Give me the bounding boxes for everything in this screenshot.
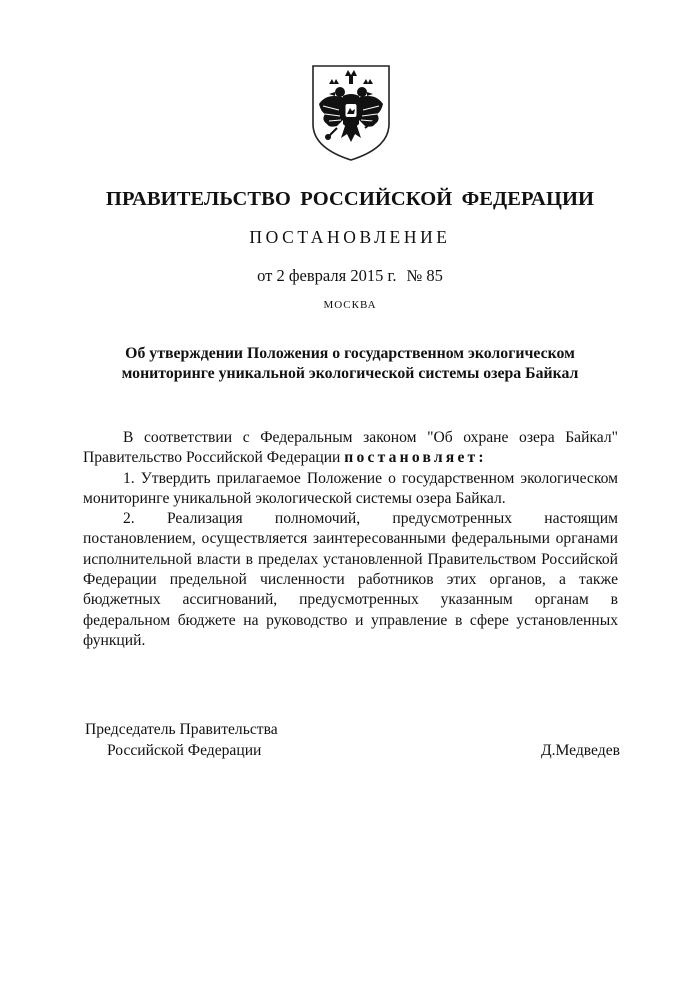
document-type: ПОСТАНОВЛЕНИЕ: [249, 227, 451, 247]
item-2: 2. Реализация полномочий, предусмотренных настоящим постановлением, осуществляется заинтересованными федеральными органами исполнительной власти в пределах установленной Правительством Российской Федерации предельной численности работников этих органов, а также бюджетных ассигнований, предусмотренных указанным органам в федеральном бюджете на руководство и управление в сфере установленных функций.: [83, 510, 618, 649]
org-title: ПРАВИТЕЛЬСТВО РОССИЙСКОЙ ФЕДЕРАЦИИ: [105, 188, 595, 210]
document-body: [83, 428, 618, 651]
intro-paragraph: [83, 428, 618, 469]
document-subject: [0, 344, 700, 384]
item-1: 1. Утвердить прилагаемое Положение о государственном экологическом мониторинге уникальной экологической системы озера Байкал.: [83, 469, 618, 507]
signatory-title-line-2: Российской Федерации: [107, 741, 262, 759]
subject-line-1: Об утверждении Положения о государственном экологическом: [125, 345, 575, 362]
signatory-name: Д.Медведев: [540, 741, 620, 759]
signatory-title-line-1: Председатель Правительства: [85, 721, 278, 738]
signature-block: [85, 720, 620, 761]
document-date: от 2 февраля 2015 г.: [257, 266, 397, 285]
subject-line-2: мониторинге уникальной экологической системы озера Байкал: [121, 365, 579, 382]
intro-text: В соответствии с Федеральным законом "Об охране озера Байкал" Правительство Российской Федерации: [83, 429, 618, 467]
document-number: № 85: [406, 266, 443, 285]
russian-coat-of-arms-icon: [307, 62, 395, 164]
document-date-number: [0, 266, 700, 286]
document-city: МОСКВА: [323, 299, 377, 311]
decree-keyword: постановляет:: [344, 449, 487, 467]
